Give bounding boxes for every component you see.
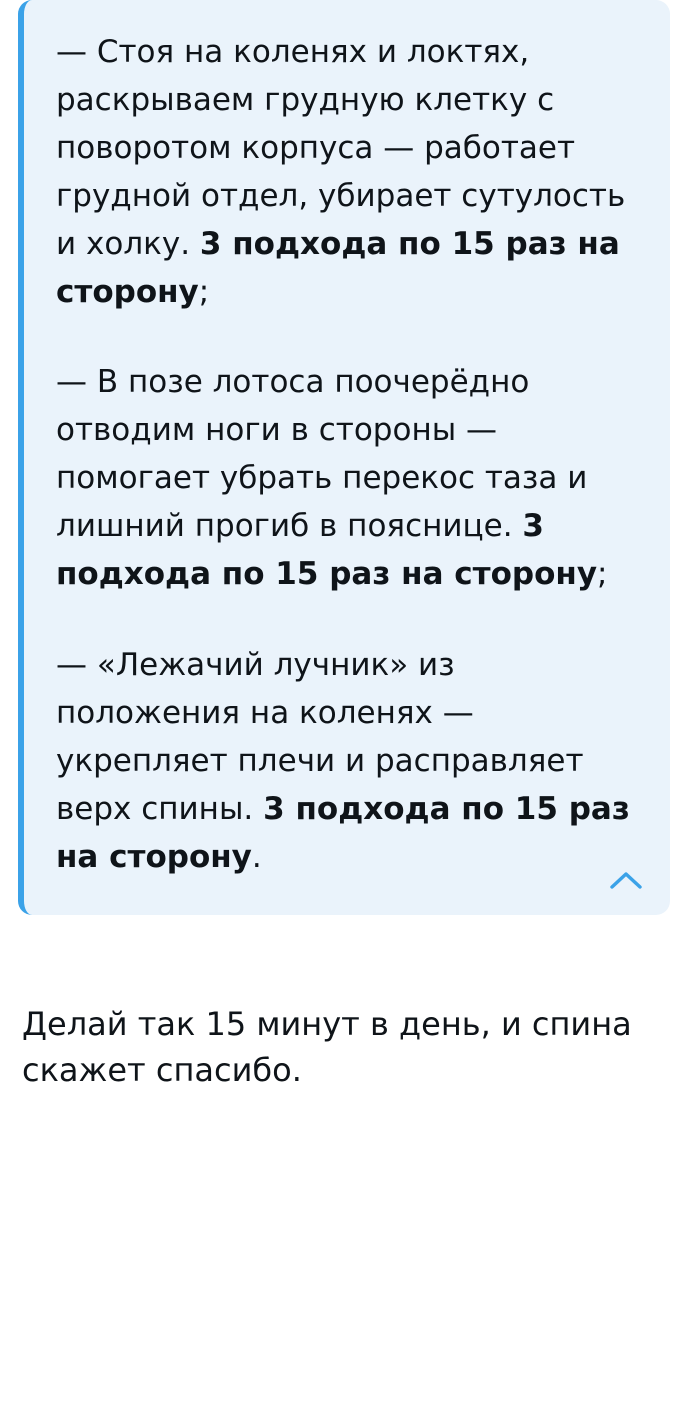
quote-paragraph [56,358,644,598]
quote-paragraph-emphasis: 3 подхода по 15 раз на сторону [56,508,598,593]
quote-paragraph [56,28,644,316]
quote-paragraph-text: — Стоя на коленях и локтях, раскрываем грудную клетку с поворотом корпуса — работает грудной отдел, убирает сутулость и холку. [56,34,626,263]
quote-paragraph-tail: . [251,838,262,875]
quote-paragraph-text: — В позе лотоса поочерёдно отводим ноги в стороны — помогает убрать перекос таза и лишний прогиб в пояснице. [56,364,588,545]
chevron-up-icon[interactable] [608,867,644,893]
quote-paragraph-emphasis: 3 подхода по 15 раз на сторону [56,790,630,875]
quote-paragraph-tail: ; [597,556,608,593]
quote-paragraph-tail: ; [198,274,210,311]
quote-paragraph-emphasis: 3 подхода по 15 раз на сторону [56,226,620,311]
quote-paragraph-text: — «Лежачий лучник» из положения на коленях — укрепляет плечи и расправляет верх спины. [56,646,584,827]
message-outro-text: Делай так 15 минут в день, и спина скажет спасибо. [22,1004,632,1090]
quote-paragraph [56,641,644,881]
quoted-text-block[interactable] [18,0,670,915]
